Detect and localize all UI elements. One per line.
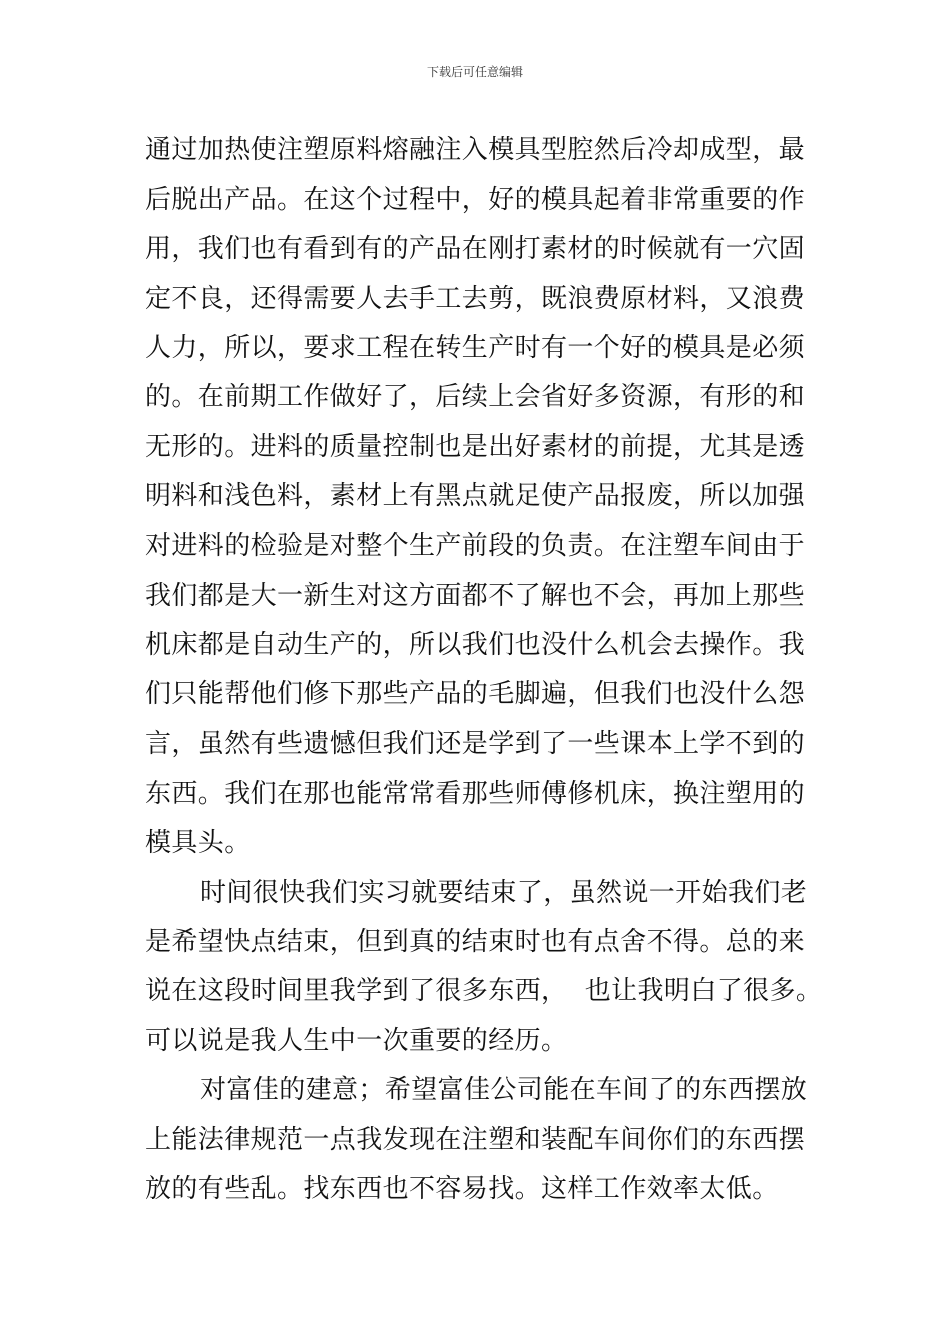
body-line: 明料和浅色料，素材上有黑点就足使产品报废，所以加强 <box>145 481 806 511</box>
body-line: 是希望快点结束，但到真的结束时也有点舍不得。总的来 <box>145 927 806 957</box>
body-line: 们只能帮他们修下那些产品的毛脚遍，但我们也没什么怨 <box>145 679 806 709</box>
body-line: 的。在前期工作做好了，后续上会省好多资源，有形的和 <box>145 382 806 412</box>
paragraph-start-line: 对富佳的建意；希望富佳公司能在车间了的东西摆放 <box>200 1075 808 1105</box>
body-line: 对进料的检验是对整个生产前段的负责。在注塑车间由于 <box>145 531 806 561</box>
paragraph-start-line: 时间很快我们实习就要结束了，虽然说一开始我们老 <box>200 878 808 908</box>
body-line: 机床都是自动生产的，所以我们也没什么机会去操作。我 <box>145 630 806 660</box>
body-line: 放的有些乱。找东西也不容易找。这样工作效率太低。 <box>145 1174 779 1204</box>
body-line: 模具头。 <box>145 828 251 858</box>
body-line: 言，虽然有些遗憾但我们还是学到了一些课本上学不到的 <box>145 729 806 759</box>
body-line: 人力，所以，要求工程在转生产时有一个好的模具是必须 <box>145 333 806 363</box>
body-line: 用，我们也有看到有的产品在刚打素材的时候就有一穴固 <box>145 234 806 264</box>
body-line: 通过加热使注塑原料熔融注入模具型腔然后冷却成型，最 <box>145 135 806 165</box>
body-line: 东西。我们在那也能常常看那些师傅修机床，换注塑用的 <box>145 779 806 809</box>
body-line: 无形的。进料的质量控制也是出好素材的前提，尤其是透 <box>145 432 806 462</box>
body-line: 上能法律规范一点我发现在注塑和装配车间你们的东西摆 <box>145 1125 806 1155</box>
body-line: 说在这段时间里我学到了很多东西， 也让我明白了很多。 <box>145 976 823 1006</box>
body-line: 可以说是我人生中一次重要的经历。 <box>145 1026 568 1056</box>
page-header: 下载后可任意编辑 <box>426 65 523 79</box>
body-line: 后脱出产品。在这个过程中，好的模具起着非常重要的作 <box>145 185 806 215</box>
body-line: 定不良，还得需要人去手工去剪，既浪费原材料，又浪费 <box>145 284 806 314</box>
body-line: 我们都是大一新生对这方面都不了解也不会，再加上那些 <box>145 581 806 611</box>
